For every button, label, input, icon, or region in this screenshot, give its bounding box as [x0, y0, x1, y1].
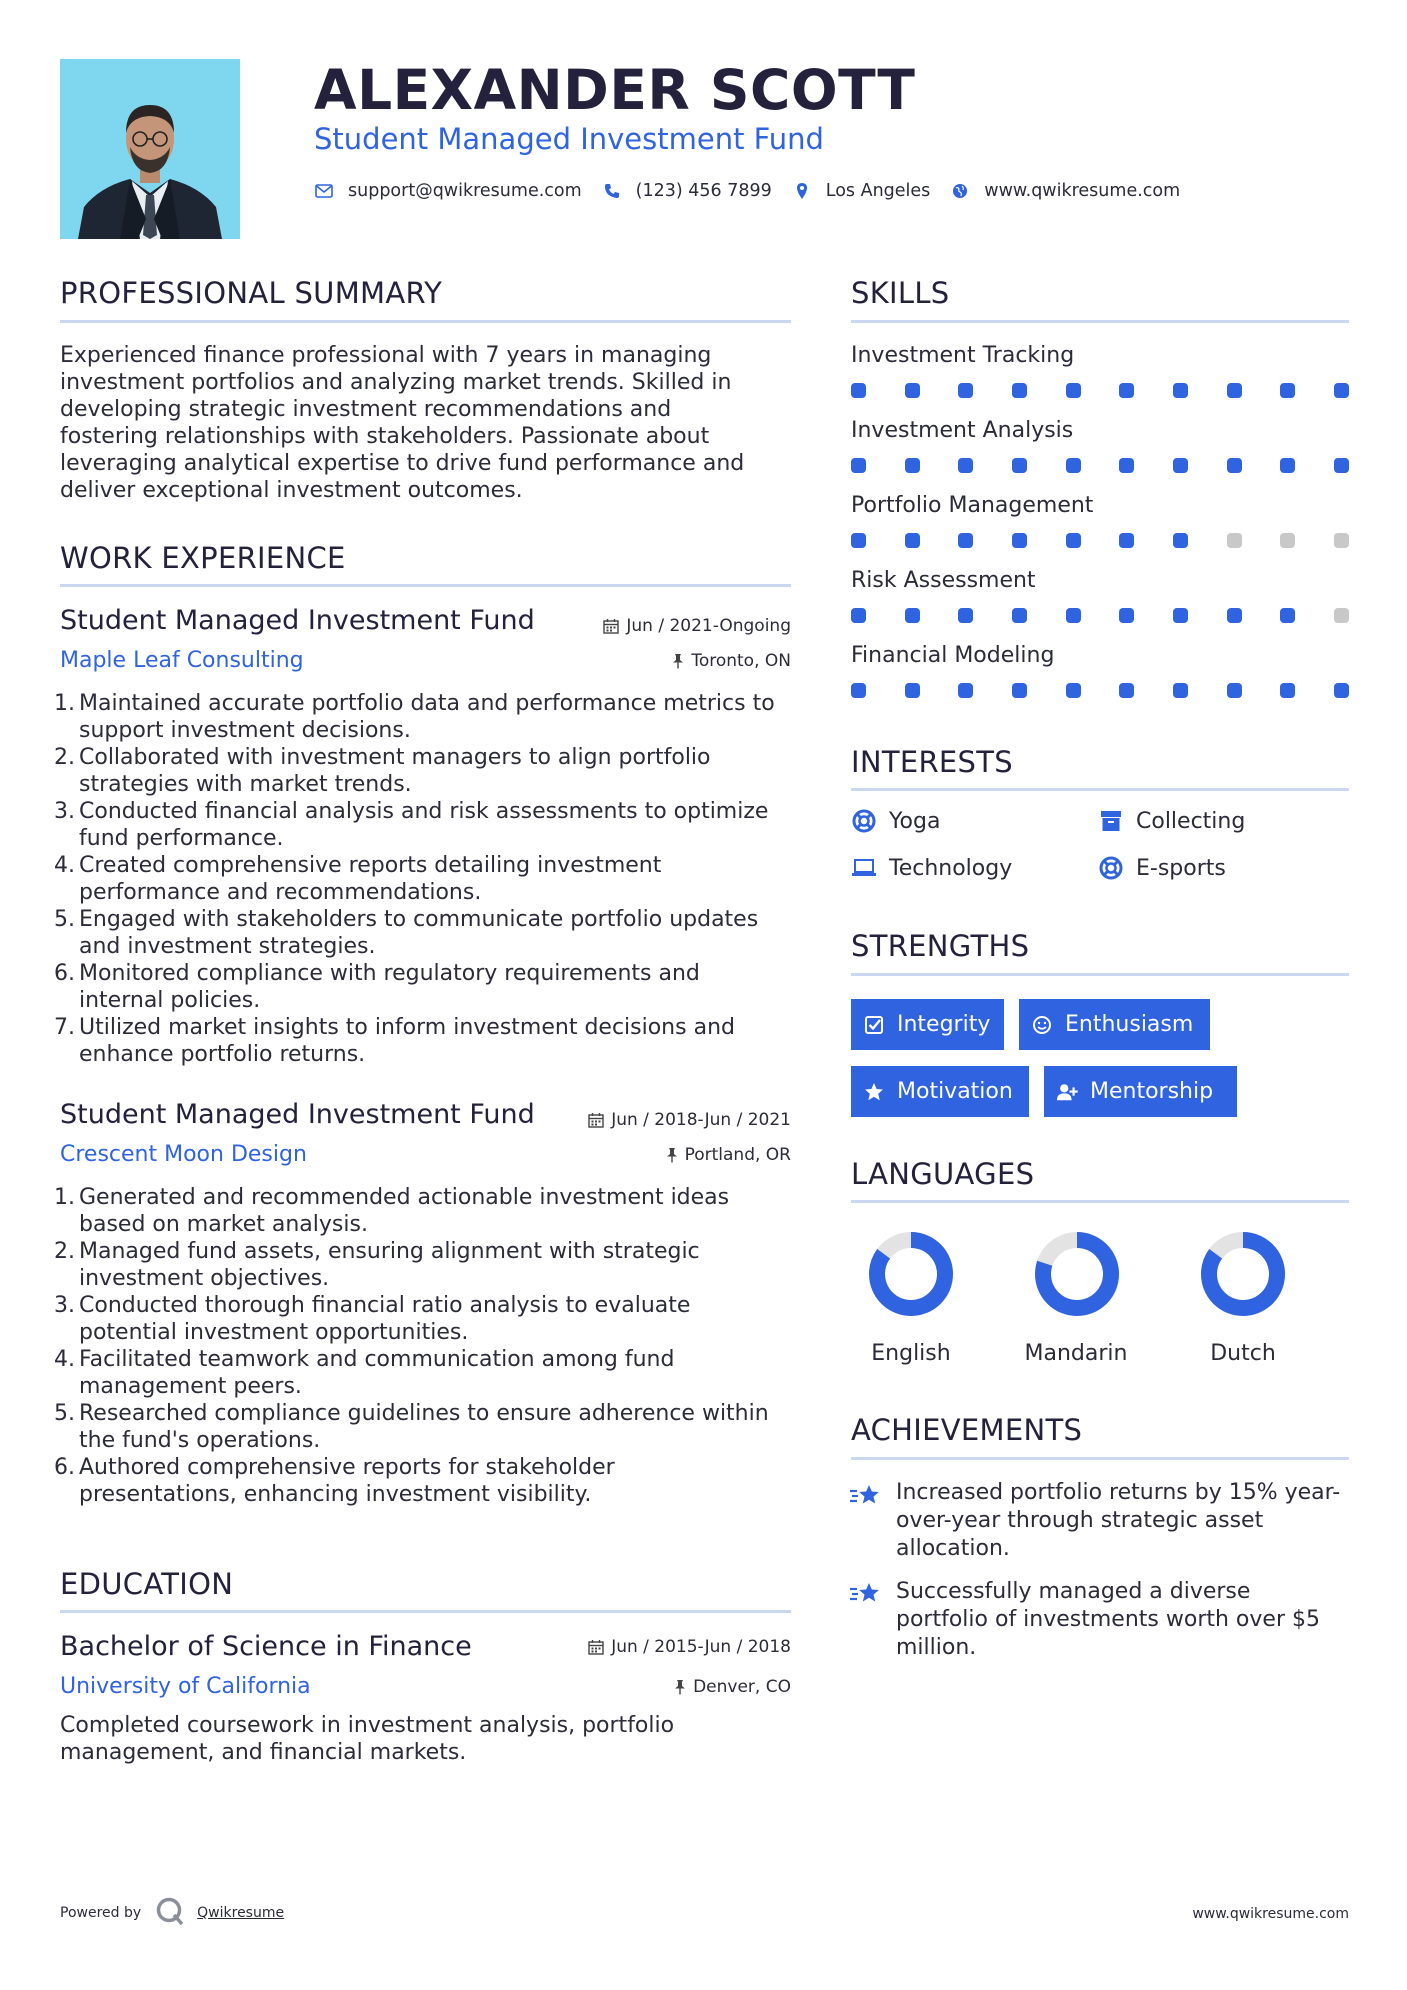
skill-dot [1173, 383, 1188, 398]
laptop-icon [851, 855, 877, 881]
skill-name: Portfolio Management [851, 493, 1094, 518]
degree-title: Bachelor of Science in Finance [60, 1631, 472, 1662]
skill-dot [851, 533, 866, 548]
experience-heading: WORK EXPERIENCE [60, 541, 346, 575]
contact-location [792, 181, 931, 201]
strength-badge-motivation [851, 1066, 1029, 1117]
strength-badge-enthusiasm [1019, 999, 1210, 1050]
job-dates-text: Jun / 2018-Jun / 2021 [611, 1110, 791, 1130]
skill-dot [1012, 533, 1027, 548]
list-item: 3. Conducted thorough financial ratio analysis to evaluate potential investment opportunities. [54, 1293, 691, 1345]
skill-dot [1066, 608, 1081, 623]
skill-dot [1227, 683, 1242, 698]
languages-divider [851, 1200, 1349, 1203]
list-item: 7. Utilized market insights to inform investment decisions and enhance portfolio returns. [54, 1015, 735, 1067]
skill-dot [1173, 683, 1188, 698]
skill-dot [1280, 458, 1295, 473]
qwikresume-logo-icon [155, 1896, 185, 1930]
list-item: 6. Authored comprehensive reports for stakeholder presentations, enhancing investment visibility. [54, 1455, 615, 1507]
skill-rating [851, 533, 1349, 551]
achievements-heading: ACHIEVEMENTS [851, 1413, 1083, 1447]
list-item: 6. Monitored compliance with regulatory requirements and internal policies. [54, 961, 700, 1013]
contact-location-text: Los Angeles [825, 181, 931, 201]
skill-name: Risk Assessment [851, 568, 1036, 593]
summary-line: investment portfolios and analyzing market trends. Skilled in [60, 370, 732, 395]
life-ring-icon [851, 808, 877, 834]
interests-divider [851, 788, 1349, 791]
skill-dot [1119, 533, 1134, 548]
skill-rating [851, 458, 1349, 476]
interests-heading: INTERESTS [851, 745, 1013, 779]
job-dates-text: Jun / 2021-Ongoing [626, 616, 791, 636]
strength-label: Integrity [897, 1012, 991, 1037]
strengths-heading: STRENGTHS [851, 929, 1030, 963]
school-name: University of California [60, 1674, 311, 1699]
skill-dot [1280, 533, 1295, 548]
skill-dot [958, 383, 973, 398]
skill-dot [851, 683, 866, 698]
skill-dot [1280, 383, 1295, 398]
languages-heading: LANGUAGES [851, 1157, 1035, 1191]
skill-dot [1119, 458, 1134, 473]
interest-collecting [1098, 808, 1245, 834]
skill-name: Investment Tracking [851, 343, 1075, 368]
list-item: 1. Generated and recommended actionable investment ideas based on market analysis. [54, 1185, 730, 1237]
job-location [560, 1145, 791, 1165]
life-ring-icon [1098, 855, 1124, 881]
powered-by-text: Powered by [60, 1905, 142, 1921]
skill-dot [905, 608, 920, 623]
strengths-divider [851, 973, 1349, 976]
skill-dot [851, 383, 866, 398]
skills-divider [851, 320, 1349, 323]
contact-phone-text: (123) 456 7899 [635, 181, 772, 201]
skill-dot [1173, 533, 1188, 548]
calendar-icon [588, 1112, 604, 1128]
list-item: 3. Conducted financial analysis and risk assessments to optimize fund performance. [54, 799, 769, 851]
job-dates [560, 616, 791, 636]
education-location [560, 1677, 791, 1697]
footer-website[interactable]: www.qwikresume.com [1192, 1906, 1349, 1922]
job-location [560, 651, 791, 671]
skill-dot [1173, 608, 1188, 623]
calendar-icon [588, 1639, 604, 1655]
contact-email-text: support@qwikresume.com [348, 181, 582, 201]
star-icon [863, 1081, 885, 1103]
interest-technology [851, 855, 1012, 881]
list-item: 2. Managed fund assets, ensuring alignment with strategic investment objectives. [54, 1239, 700, 1291]
skill-dot [1119, 683, 1134, 698]
education-description: Completed coursework in investment analysis, portfolio management, and financial markets. [60, 1713, 675, 1765]
achievement-item: Successfully managed a diverse portfolio of investments worth over $5 million. [896, 1579, 1320, 1660]
skill-dot [1066, 533, 1081, 548]
skill-dot [1012, 383, 1027, 398]
interest-label: Collecting [1136, 808, 1246, 834]
summary-text [60, 342, 791, 504]
candidate-name: ALEXANDER SCOTT [314, 58, 916, 122]
pushpin-icon [672, 653, 684, 669]
skill-rating [851, 683, 1349, 701]
contact-phone[interactable] [602, 181, 772, 201]
skill-dot [1227, 533, 1242, 548]
skill-dot [1334, 608, 1349, 623]
skill-dot [905, 533, 920, 548]
strength-label: Mentorship [1090, 1079, 1214, 1104]
shooting-star-icon [849, 1482, 881, 1510]
summary-line: deliver exceptional investment outcomes. [60, 478, 523, 503]
summary-divider [60, 320, 791, 323]
skill-dot [1066, 683, 1081, 698]
skill-dot [1334, 683, 1349, 698]
skill-dot [1012, 683, 1027, 698]
interest-esports [1098, 855, 1226, 881]
contact-email[interactable] [314, 181, 582, 201]
pushpin-icon [666, 1147, 678, 1163]
job-title: Student Managed Investment Fund [60, 1099, 535, 1130]
skill-dot [1227, 383, 1242, 398]
skill-dot [1227, 458, 1242, 473]
contact-row [314, 180, 1200, 202]
language-donuts [851, 1228, 1349, 1338]
candidate-title: Student Managed Investment Fund [314, 122, 824, 156]
company-name: Crescent Moon Design [60, 1142, 307, 1167]
strength-label: Motivation [897, 1079, 1013, 1104]
map-pin-icon [792, 181, 812, 201]
skill-dot [1012, 458, 1027, 473]
company-name: Maple Leaf Consulting [60, 648, 304, 673]
archive-box-icon [1098, 808, 1124, 834]
skill-dot [1066, 383, 1081, 398]
skill-dot [1012, 608, 1027, 623]
skill-dot [1334, 383, 1349, 398]
education-dates [540, 1637, 791, 1657]
skill-dot [905, 383, 920, 398]
education-dates-text: Jun / 2015-Jun / 2018 [611, 1637, 791, 1657]
education-divider [60, 1610, 791, 1613]
skill-dot [958, 458, 973, 473]
smile-icon [1031, 1014, 1053, 1036]
list-item: 4. Created comprehensive reports detailing investment performance and recommendations. [54, 853, 662, 905]
checkbox-icon [863, 1014, 885, 1036]
skill-dot [1280, 608, 1295, 623]
interest-label: Technology [889, 855, 1013, 881]
summary-line: leveraging analytical expertise to drive fund performance and [60, 451, 745, 476]
achievement-item: Increased portfolio returns by 15% year- over-year through strategic asset allocation. [896, 1480, 1341, 1561]
contact-website-text: www.qwikresume.com [984, 181, 1181, 201]
skill-dot [958, 608, 973, 623]
skill-dot [851, 458, 866, 473]
skill-dot [1066, 458, 1081, 473]
calendar-icon [603, 618, 619, 634]
job-duties-list [54, 690, 795, 1068]
profile-photo [60, 59, 240, 239]
achievements-divider [851, 1457, 1349, 1460]
skill-dot [1280, 683, 1295, 698]
language-label: Dutch [1210, 1341, 1276, 1366]
summary-line: Experienced finance professional with 7 years in managing [60, 343, 712, 368]
interest-yoga [851, 808, 940, 834]
language-label: Mandarin [1024, 1341, 1128, 1366]
envelope-icon [314, 181, 334, 201]
list-item: 2. Collaborated with investment managers to align portfolio strategies with market trends. [54, 745, 711, 797]
list-item: 5. Researched compliance guidelines to ensure adherence within the fund's operations. [54, 1401, 769, 1453]
strength-label: Enthusiasm [1065, 1012, 1194, 1037]
pushpin-icon [674, 1679, 686, 1695]
job-title: Student Managed Investment Fund [60, 605, 535, 636]
interest-label: E-sports [1136, 855, 1226, 881]
footer-powered-by [60, 1896, 284, 1930]
list-item: 5. Engaged with stakeholders to communicate portfolio updates and investment strategies. [54, 907, 759, 959]
education-heading: EDUCATION [60, 1567, 234, 1601]
job-location-text: Toronto, ON [691, 651, 791, 671]
summary-line: fostering relationships with stakeholders. Passionate about [60, 424, 710, 449]
skill-dot [1173, 458, 1188, 473]
skill-dot [851, 608, 866, 623]
job-dates [540, 1110, 791, 1130]
skill-dot [905, 458, 920, 473]
shooting-star-icon [849, 1580, 881, 1608]
phone-icon [602, 181, 622, 201]
skill-name: Investment Analysis [851, 418, 1074, 443]
summary-heading: PROFESSIONAL SUMMARY [60, 276, 443, 310]
job-duties-list [54, 1184, 795, 1508]
skill-rating [851, 608, 1349, 626]
language-label: English [871, 1341, 951, 1366]
skill-dot [1334, 533, 1349, 548]
skills-heading: SKILLS [851, 276, 950, 310]
skill-dot [1334, 458, 1349, 473]
strength-badge-mentorship [1044, 1066, 1237, 1117]
skill-dot [1227, 608, 1242, 623]
summary-line: developing strategic investment recommendations and [60, 397, 672, 422]
skill-dot [1119, 608, 1134, 623]
interest-label: Yoga [889, 808, 941, 834]
globe-icon [950, 181, 970, 201]
job-location-text: Portland, OR [684, 1145, 791, 1165]
strength-badge-integrity [851, 999, 1004, 1050]
skill-dot [905, 683, 920, 698]
list-item: 1. Maintained accurate portfolio data and performance metrics to support investment decisions. [54, 691, 775, 743]
skill-dot [958, 683, 973, 698]
qwikresume-link[interactable]: Qwikresume [197, 1905, 285, 1921]
skill-rating [851, 383, 1349, 401]
list-item: 4. Facilitated teamwork and communication among fund management peers. [54, 1347, 675, 1399]
contact-website[interactable] [950, 181, 1180, 201]
education-location-text: Denver, CO [693, 1677, 791, 1697]
skill-dot [1119, 383, 1134, 398]
experience-divider [60, 584, 791, 587]
user-plus-icon [1056, 1081, 1078, 1103]
skill-name: Financial Modeling [851, 643, 1055, 668]
skill-dot [958, 533, 973, 548]
